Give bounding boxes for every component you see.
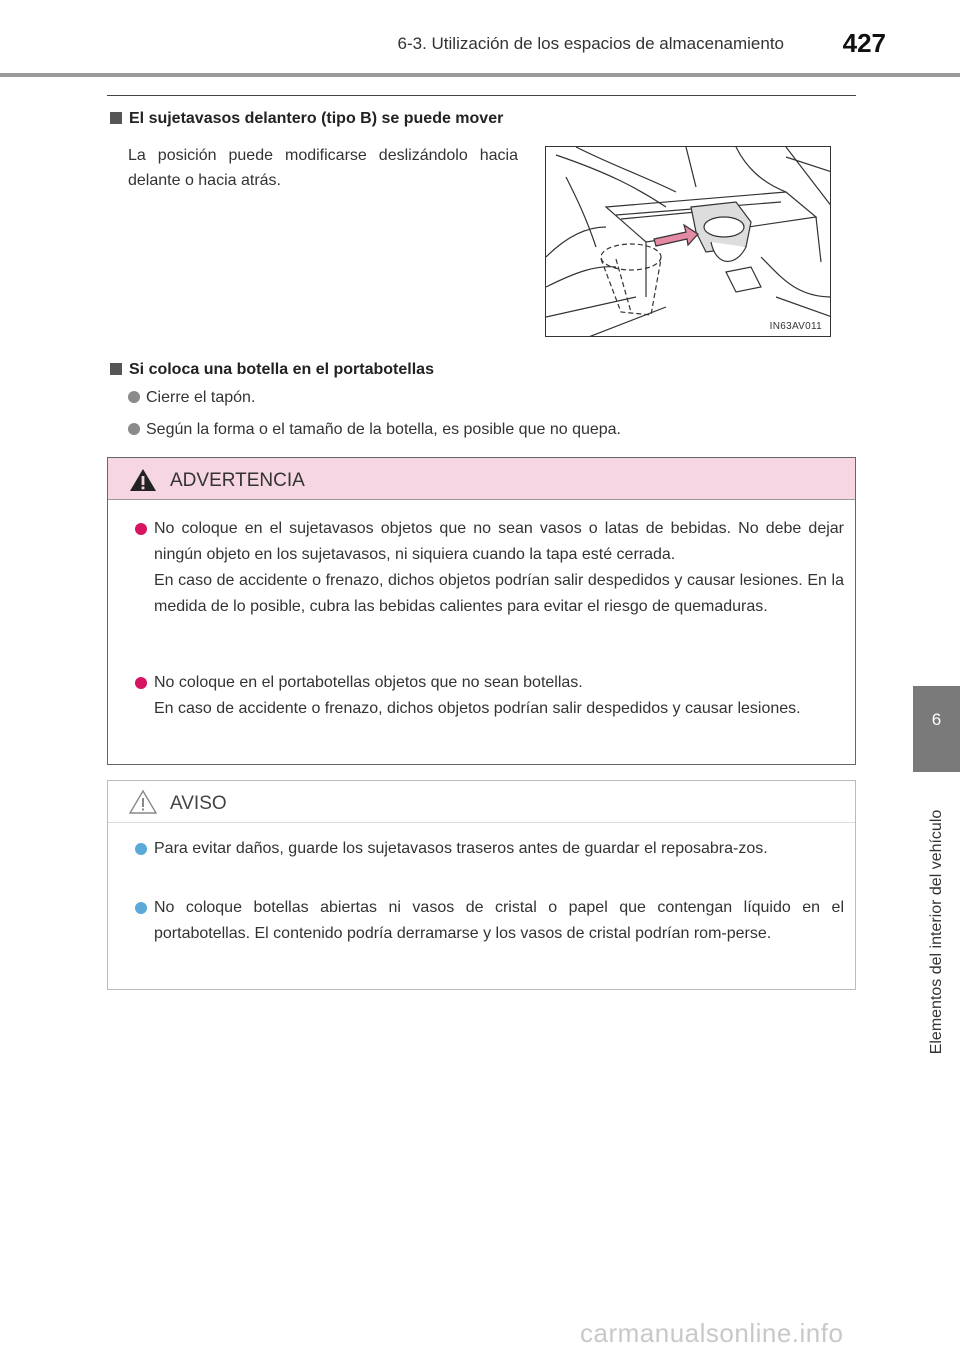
section-heading-text: Si coloca una botella en el portabotellas xyxy=(129,361,434,378)
section-title: 6-3. Utilización de los espacios de almacenamiento xyxy=(397,34,784,53)
list-item: Cierre el tapón. xyxy=(128,389,255,407)
section-heading-cupholder xyxy=(110,110,503,128)
notice-box xyxy=(107,780,856,990)
square-bullet-icon xyxy=(110,363,122,375)
circle-bullet-icon xyxy=(135,902,147,914)
page-number: 427 xyxy=(842,28,886,58)
warning-title: ADVERTENCIA xyxy=(170,470,305,491)
notice-header xyxy=(108,781,855,823)
circle-bullet-icon xyxy=(135,843,147,855)
circle-bullet-icon xyxy=(128,423,140,435)
circle-bullet-icon xyxy=(135,523,147,535)
page-header xyxy=(0,0,960,80)
notice-title: AVISO xyxy=(170,793,227,814)
warning-header xyxy=(108,458,855,500)
warning-item: No coloque en el portabotellas objetos que no sean botellas. En caso de accidente o frenazo, dichos objetos podrían salir despedidos y causar lesiones. xyxy=(154,674,801,717)
notice-item: No coloque botellas abiertas ni vasos de cristal o papel que contengan líquido en el portabotellas. El contenido podría derramarse y los vasos de cristal podrían rom-perse. xyxy=(154,899,844,942)
notice-item: Para evitar daños, guarde los sujetavasos traseros antes de guardar el reposabra-zos. xyxy=(154,840,768,857)
watermark: carmanualsonline.info xyxy=(580,1318,844,1348)
section-heading-bottle xyxy=(110,361,434,379)
circle-bullet-icon xyxy=(135,677,147,689)
intro-paragraph: La posición puede modificarse deslizándolo hacia delante o hacia atrás. xyxy=(128,147,518,189)
cupholder-drawing xyxy=(546,147,831,337)
square-bullet-icon xyxy=(110,112,122,124)
caution-triangle-icon xyxy=(129,789,157,815)
figure-code: IN63AV011 xyxy=(769,321,822,332)
chapter-title: Elementos del interior del vehículo xyxy=(928,809,945,1055)
chapter-title-tab xyxy=(913,772,960,1092)
chapter-tab xyxy=(913,686,960,772)
warning-box xyxy=(107,457,856,765)
circle-bullet-icon xyxy=(128,391,140,403)
chapter-number: 6 xyxy=(931,710,942,729)
content-top-rule xyxy=(107,95,856,96)
section-heading-text: El sujetavasos delantero (tipo B) se puede mover xyxy=(129,110,504,127)
cupholder-illustration xyxy=(545,146,831,337)
warning-triangle-icon xyxy=(129,468,157,492)
header-divider xyxy=(0,73,960,77)
list-item: Según la forma o el tamaño de la botella, es posible que no quepa. xyxy=(128,421,621,439)
warning-item: No coloque en el sujetavasos objetos que no sean vasos o latas de bebidas. No debe dejar ningún objeto en los sujetavasos, ni siquiera cuando la tapa esté cerrada. En caso de accidente o frenazo, dichos objetos podrían salir despedidos y causar lesiones. En la medida de lo posible, cubra las bebidas calientes para evitar el riesgo de quemaduras. xyxy=(154,520,844,615)
